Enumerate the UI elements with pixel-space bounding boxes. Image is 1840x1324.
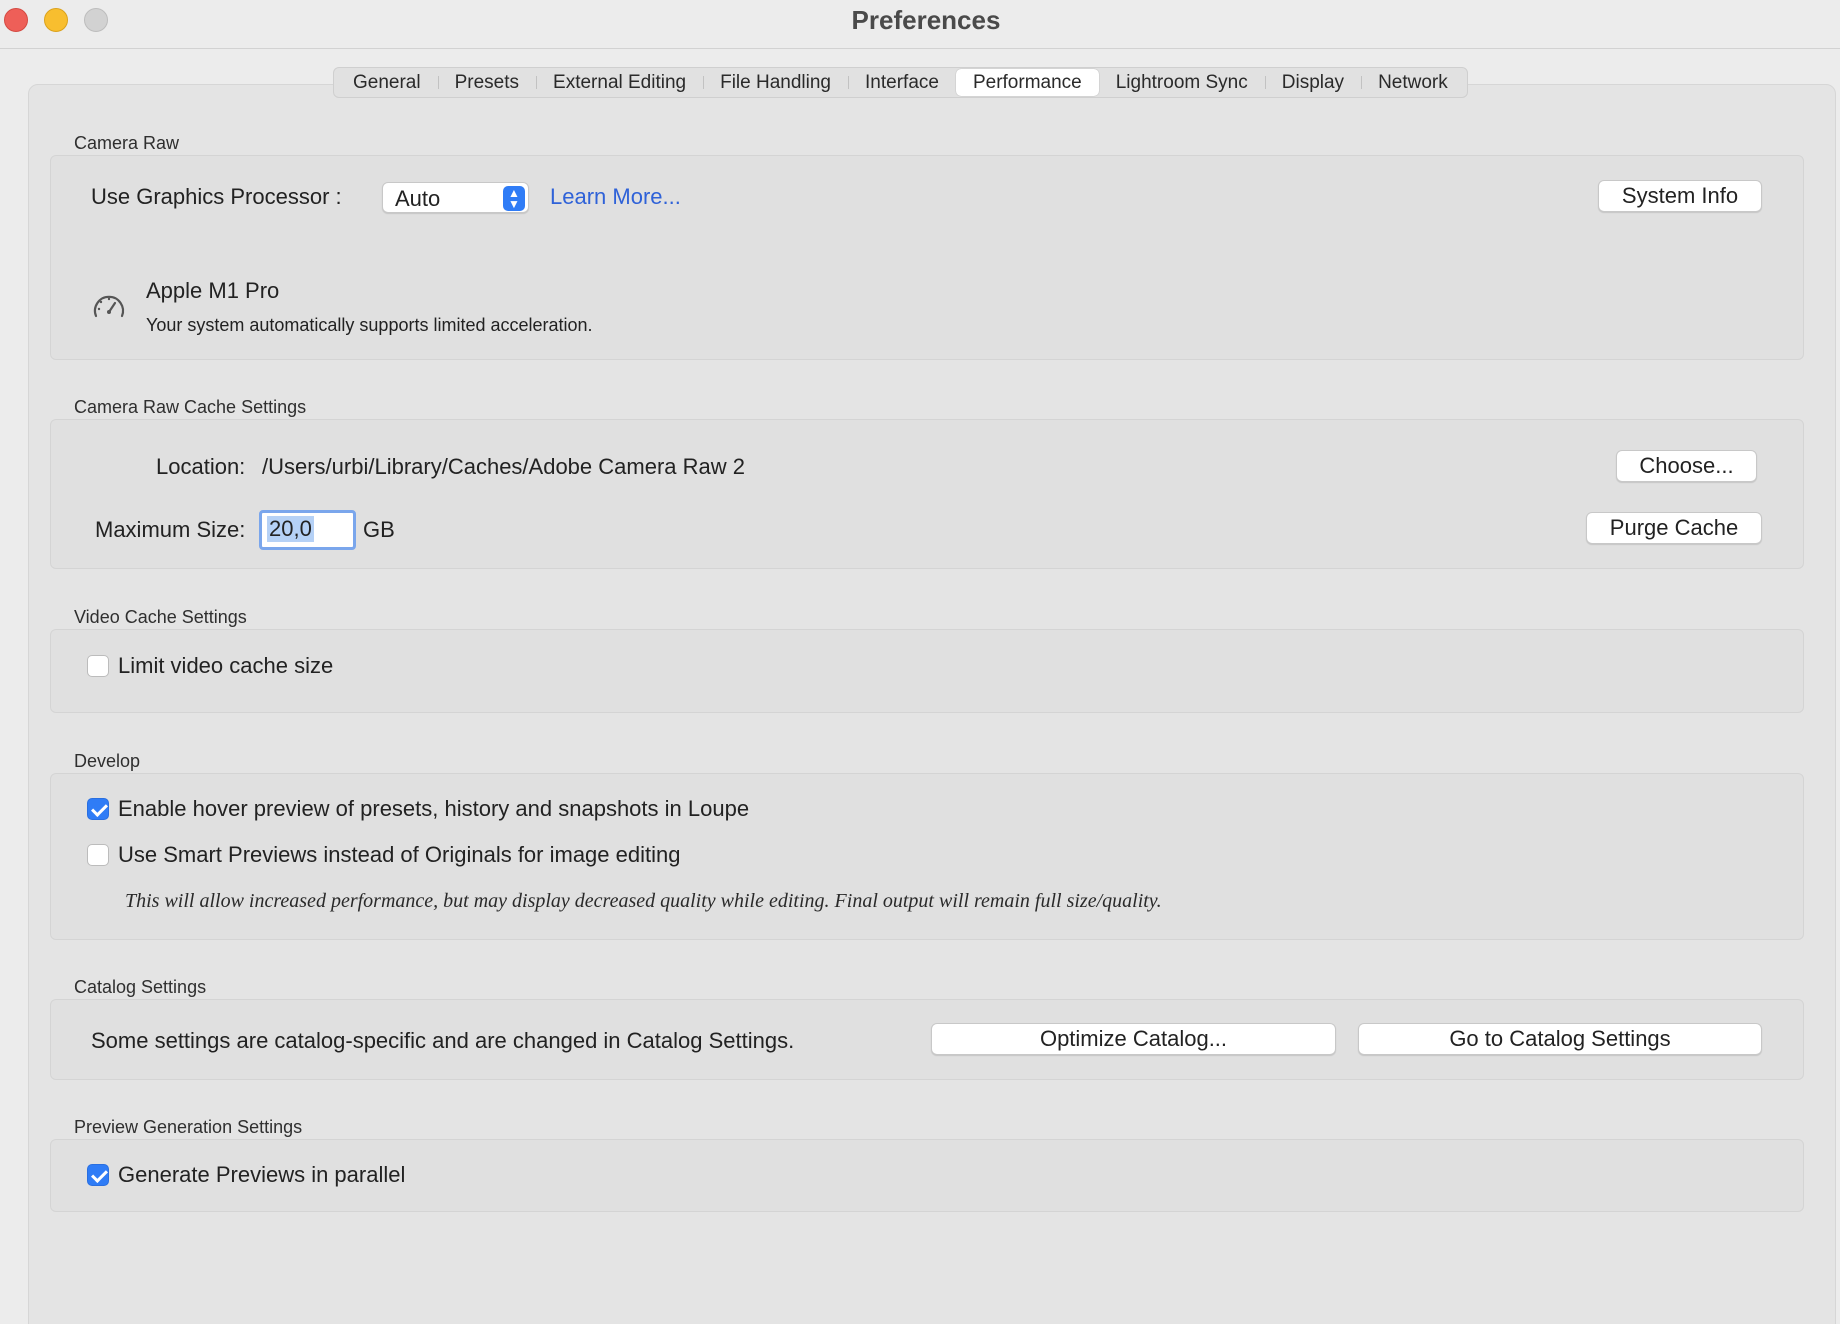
limit-video-cache-label: Limit video cache size	[118, 653, 334, 678]
hover-preview-label: Enable hover preview of presets, history and snapshots in Loupe	[118, 796, 750, 821]
chevron-up-down-icon: ▲ ▼	[503, 186, 525, 211]
hover-preview-checkbox[interactable]	[87, 798, 109, 820]
develop-group	[50, 773, 1804, 940]
preview-group	[50, 1139, 1804, 1212]
purge-cache-button[interactable]: Purge Cache	[1586, 512, 1762, 544]
gpu-select-value: Auto	[395, 186, 441, 211]
tab-performance[interactable]: Performance	[956, 69, 1099, 96]
tab-general[interactable]: General	[353, 72, 421, 93]
tab-presets[interactable]: Presets	[438, 69, 536, 96]
size-unit: GB	[363, 517, 395, 542]
generate-previews-parallel-checkbox[interactable]	[87, 1164, 109, 1186]
learn-more-link[interactable]: Learn More...	[550, 184, 681, 209]
gpu-label: Use Graphics Processor :	[91, 184, 342, 209]
smart-previews-checkbox[interactable]	[87, 844, 109, 866]
develop-section-title: Develop	[74, 751, 141, 771]
tab-file-handling[interactable]: File Handling	[703, 69, 848, 96]
cache-group	[50, 419, 1804, 569]
video-cache-group	[50, 629, 1804, 713]
video-cache-section-title: Video Cache Settings	[74, 607, 247, 627]
tab-bar	[333, 67, 1468, 98]
window-title: Preferences	[851, 5, 1001, 35]
system-info-button[interactable]: System Info	[1598, 180, 1762, 212]
gpu-select[interactable]	[382, 182, 529, 213]
tab-interface[interactable]: Interface	[848, 69, 956, 96]
catalog-description: Some settings are catalog-specific and are changed in Catalog Settings.	[91, 1028, 795, 1053]
cache-section-title: Camera Raw Cache Settings	[74, 397, 307, 417]
optimize-catalog-button[interactable]: Optimize Catalog...	[931, 1023, 1336, 1055]
max-size-value: 20,0	[269, 516, 312, 541]
camera-raw-group	[50, 155, 1804, 360]
limit-video-cache-checkbox[interactable]	[87, 655, 109, 677]
preview-section-title: Preview Generation Settings	[74, 1117, 303, 1137]
choose-button[interactable]: Choose...	[1616, 450, 1757, 482]
smart-previews-label: Use Smart Previews instead of Originals for image editing	[118, 842, 681, 867]
go-to-catalog-settings-button[interactable]: Go to Catalog Settings	[1358, 1023, 1762, 1055]
develop-note: This will allow increased performance, but may display decreased quality while editing. Final output will remain full size/quality.	[125, 890, 1162, 912]
tab-external-editing[interactable]: External Editing	[536, 69, 703, 96]
tab-network[interactable]: Network	[1361, 69, 1465, 96]
gpu-status: Your system automatically supports limited acceleration.	[146, 315, 593, 335]
max-size-label: Maximum Size:	[95, 517, 246, 542]
catalog-section-title: Catalog Settings	[74, 977, 207, 997]
generate-previews-parallel-label: Generate Previews in parallel	[118, 1162, 406, 1187]
location-value: /Users/urbi/Library/Caches/Adobe Camera Raw 2	[262, 454, 745, 479]
speedometer-icon	[91, 290, 127, 327]
max-size-field[interactable]	[259, 510, 356, 550]
gpu-name: Apple M1 Pro	[146, 278, 280, 303]
camera-raw-section-title: Camera Raw	[74, 133, 180, 153]
catalog-group	[50, 999, 1804, 1080]
location-label: Location:	[156, 454, 246, 479]
tab-display[interactable]: Display	[1265, 69, 1361, 96]
title-bar	[0, 0, 1840, 49]
tab-lightroom-sync[interactable]: Lightroom Sync	[1115, 72, 1248, 93]
